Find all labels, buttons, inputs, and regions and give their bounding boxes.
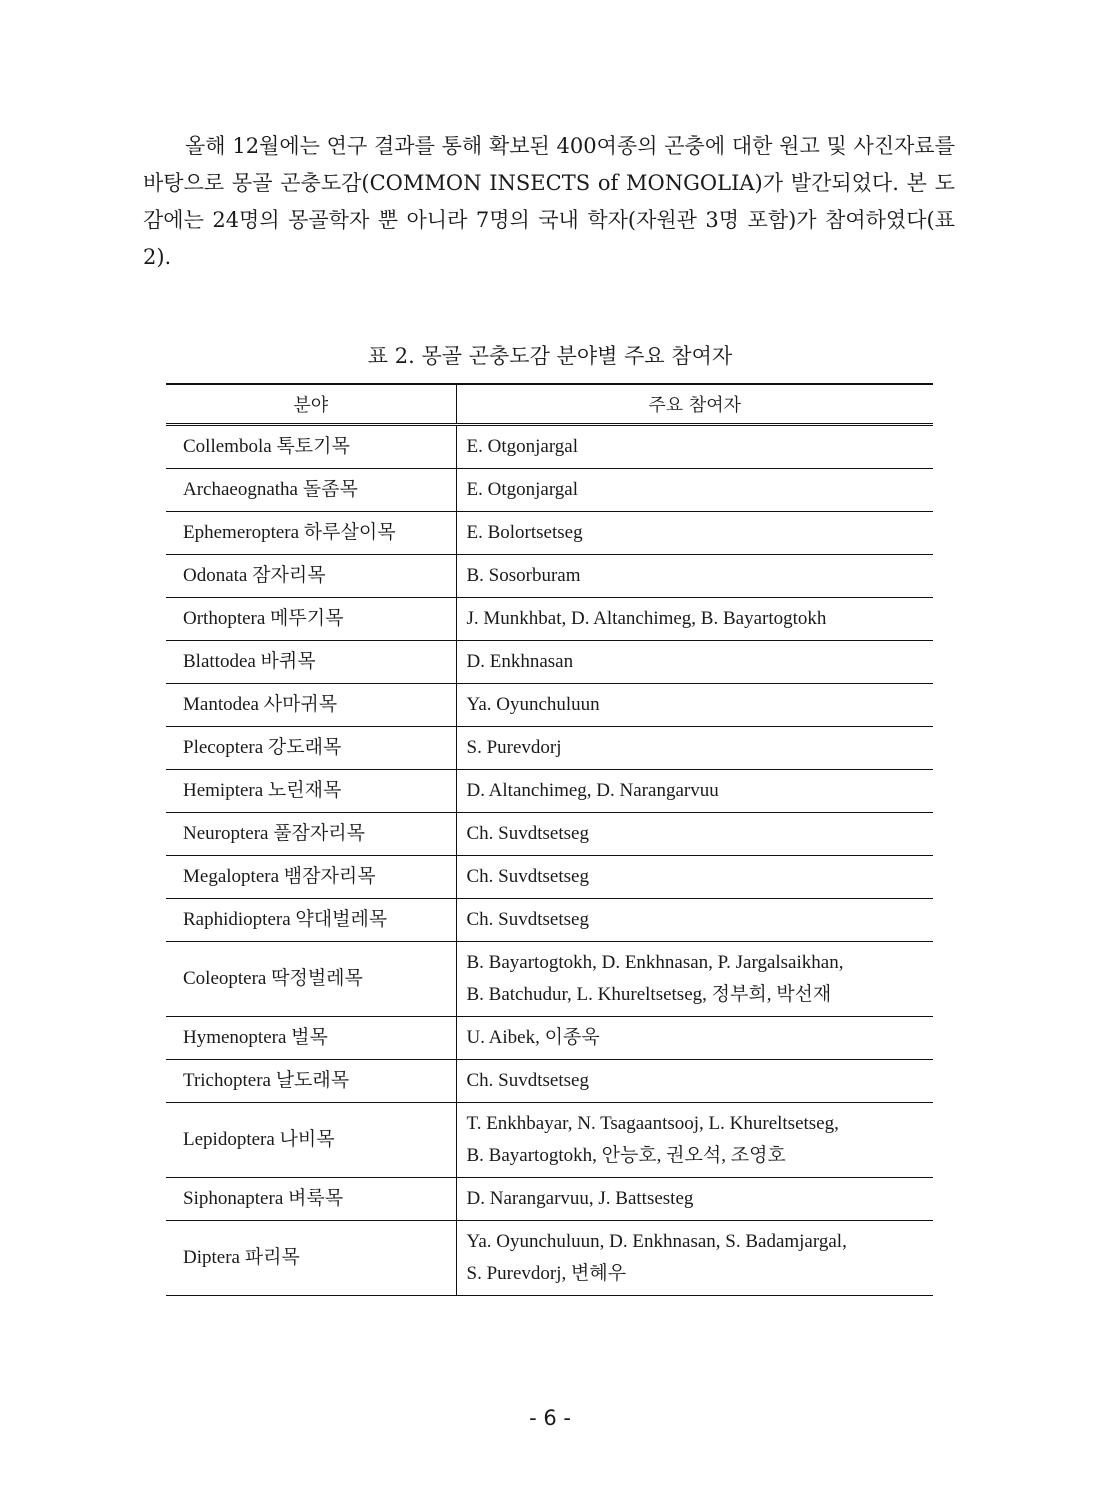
participant-line: Ch. Suvdtsetseg [466,823,589,844]
participant-line: E. Otgonjargal [466,436,579,457]
participants-table [166,383,933,1296]
participants-cell [456,641,933,684]
table-row [166,1221,933,1296]
table-row [166,512,933,555]
participants-cell [456,856,933,899]
participant-line: Ya. Oyunchuluun, D. Enkhnasan, S. Badamjargal, [466,1231,847,1252]
participant-line: D. Altanchimeg, D. Narangarvuu [466,780,719,801]
participant-line: U. Aibek, 이종욱 [466,1027,600,1048]
field-cell: Orthoptera 메뚜기목 [166,598,456,641]
field-cell: Raphidioptera 약대벌레목 [166,899,456,942]
participant-line: D. Narangarvuu, J. Battsesteg [466,1188,694,1209]
field-cell: Mantodea 사마귀목 [166,684,456,727]
field-cell: Archaeognatha 돌좀목 [166,469,456,512]
header-participants: 주요 참여자 [456,384,933,425]
participant-line: B. Bayartogtokh, 안능호, 권오석, 조영호 [466,1145,786,1166]
participant-line: Ch. Suvdtsetseg [466,866,589,887]
participant-line: S. Purevdorj, 변혜우 [466,1263,627,1284]
field-cell: Siphonaptera 벼룩목 [166,1178,456,1221]
participant-line: B. Batchudur, L. Khureltsetseg, 정부희, 박선재 [466,984,832,1005]
field-cell: Megaloptera 뱀잠자리목 [166,856,456,899]
page-number: - 6 - [529,1406,571,1430]
participant-line: Ch. Suvdtsetseg [466,1070,589,1091]
field-cell: Neuroptera 풀잠자리목 [166,813,456,856]
participants-cell [456,899,933,942]
participants-cell [456,942,933,1017]
body-paragraph: 올해 12월에는 연구 결과를 통해 확보된 400여종의 곤충에 대한 원고 및 사진자료를 바탕으로 몽골 곤충도감(COMMON INSECTS of MONGOLIA)가 발간되었다. 본 도감에는 24명의 몽골학자 뿐 아니라 7명의 국내 학자(자원관 3명 포함)가 참여하였다(표 2). [143,134,955,269]
participant-line: T. Enkhbayar, N. Tsagaantsooj, L. Khureltsetseg, [466,1113,839,1134]
table-caption: 표 2. 몽골 곤충도감 분야별 주요 참여자 [367,344,733,368]
table-row [166,684,933,727]
field-cell: Collembola 톡토기목 [166,425,456,469]
table-row [166,1017,933,1060]
table-header-row [166,384,933,425]
participants-cell [456,1017,933,1060]
table-row [166,942,933,1017]
field-cell: Lepidoptera 나비목 [166,1103,456,1178]
table-body [166,425,933,1296]
table-row [166,813,933,856]
table-row [166,641,933,684]
table-row [166,598,933,641]
table-row [166,555,933,598]
participants-cell [456,598,933,641]
participants-cell [456,1103,933,1178]
participants-cell [456,1221,933,1296]
field-cell: Hymenoptera 벌목 [166,1017,456,1060]
participant-line: S. Purevdorj [466,737,562,758]
participant-line: B. Sosorburam [466,565,581,586]
table-row [166,770,933,813]
participants-cell [456,512,933,555]
field-cell: Coleoptera 딱정벌레목 [166,942,456,1017]
table-row [166,856,933,899]
participants-cell [456,1178,933,1221]
table-row [166,727,933,770]
participants-cell [456,469,933,512]
participants-cell [456,684,933,727]
participant-line: D. Enkhnasan [466,651,574,672]
participants-cell [456,555,933,598]
field-cell: Ephemeroptera 하루살이목 [166,512,456,555]
participants-cell [456,813,933,856]
table-row [166,469,933,512]
field-cell: Blattodea 바퀴목 [166,641,456,684]
participant-line: J. Munkhbat, D. Altanchimeg, B. Bayartogtokh [466,608,827,629]
field-cell: Hemiptera 노린재목 [166,770,456,813]
table-row [166,1178,933,1221]
participants-cell [456,425,933,469]
participants-cell [456,1060,933,1103]
participant-line: Ya. Oyunchuluun [466,694,600,715]
field-cell: Plecoptera 강도래목 [166,727,456,770]
participant-line: E. Bolortsetseg [466,522,583,543]
field-cell: Diptera 파리목 [166,1221,456,1296]
participant-line: E. Otgonjargal [466,479,579,500]
field-cell: Odonata 잠자리목 [166,555,456,598]
table-row [166,1060,933,1103]
table-row [166,425,933,469]
field-cell: Trichoptera 날도래목 [166,1060,456,1103]
participant-line: B. Bayartogtokh, D. Enkhnasan, P. Jargalsaikhan, [466,952,844,973]
table-row [166,899,933,942]
table-row [166,1103,933,1178]
header-field: 분야 [166,384,456,425]
participants-cell [456,727,933,770]
participants-cell [456,770,933,813]
participant-line: Ch. Suvdtsetseg [466,909,589,930]
